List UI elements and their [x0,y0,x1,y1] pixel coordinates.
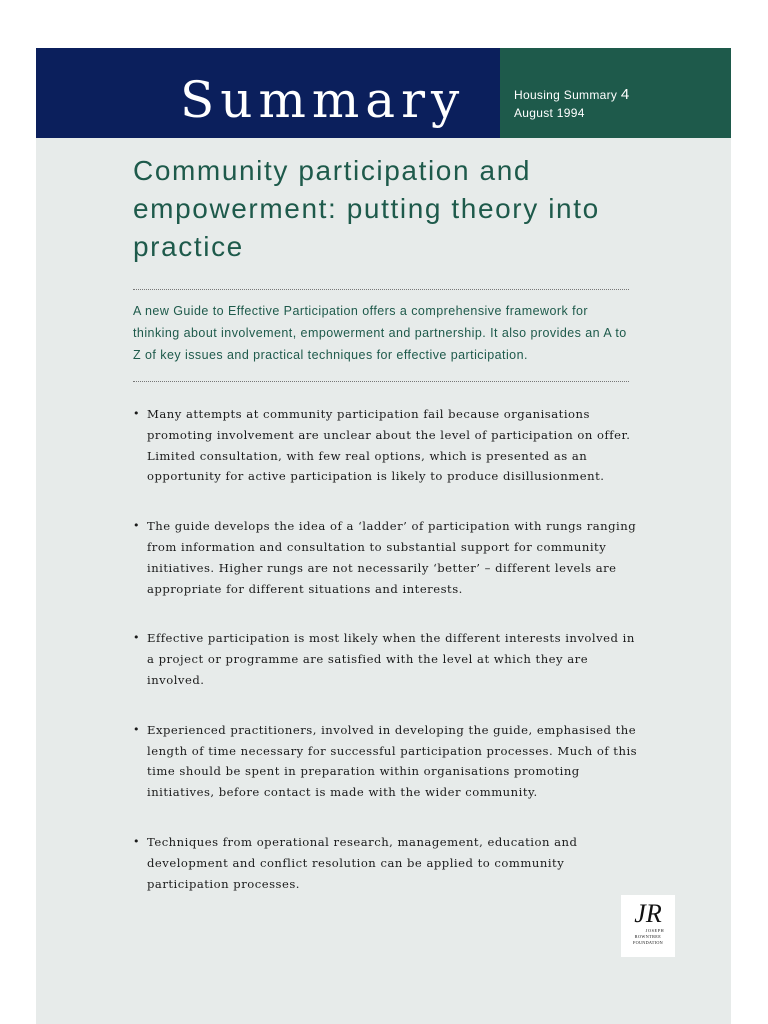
logo-line-2: ROWNTREE [634,934,662,939]
intro-paragraph: A new Guide to Effective Participation offers a comprehensive framework for thinking about involvement, empowerment and partnership. It also provides an A to Z of key issues and practical techniques for effective participation. [133,304,627,362]
series-date: August 1994 [514,106,585,120]
list-item-text: Techniques from operational research, management, education and development and conflict resolution can be applied to community participation processes. [147,834,578,891]
bullet-icon: • [133,519,140,533]
divider-bottom [133,381,629,382]
series-banner [500,48,731,138]
summary-title: Summary [180,71,466,129]
bullet-icon: • [133,631,140,645]
bullet-icon: • [133,722,140,736]
bullet-icon: • [133,834,140,848]
series-label: Housing Summary [514,88,618,102]
logo-monogram: JR [634,899,662,928]
summary-page [36,48,731,1024]
list-item [133,832,638,894]
series-info [514,86,630,122]
list-item [133,404,638,487]
list-item-text: The guide develops the idea of a ‘ladder’ of participation with rungs ranging from information and consultation to substantial support for community initiatives. Higher rungs are not necessarily ‘better’ – different levels are appropriate for different situations and interests. [147,519,637,596]
list-item [133,720,638,803]
bullet-icon: • [133,407,140,420]
list-item-text: Experienced practitioners, involved in developing the guide, emphasised the length of time necessary for successful participation processes. Much of this time should be spent in preparation within organisations promoting initiatives, before contact is made with the wider community. [147,722,638,800]
title-banner [36,48,500,138]
jrf-logo-mark [621,895,675,957]
series-number: 4 [620,86,630,103]
headline: Community participation and empowerment: putting theory into practice [133,155,600,262]
list-item [133,516,638,599]
key-findings-list [133,404,638,923]
logo-line-3: FOUNDATION [633,940,663,945]
divider-top [133,289,629,290]
list-item [133,628,638,690]
logo-line-1: JOSEPH [645,928,665,933]
jrf-logo [621,895,675,957]
series-line [514,86,630,104]
list-item-text: Effective participation is most likely when the different interests involved in a project or programme are satisfied with the level at which they are involved. [147,631,635,687]
list-item-text: Many attempts at community participation fail because organisations promoting involvement are unclear about the level of participation on offer. Limited consultation, with few real options, which is presented as an opportunity for active participation is likely to produce disillusionment. [147,407,631,484]
